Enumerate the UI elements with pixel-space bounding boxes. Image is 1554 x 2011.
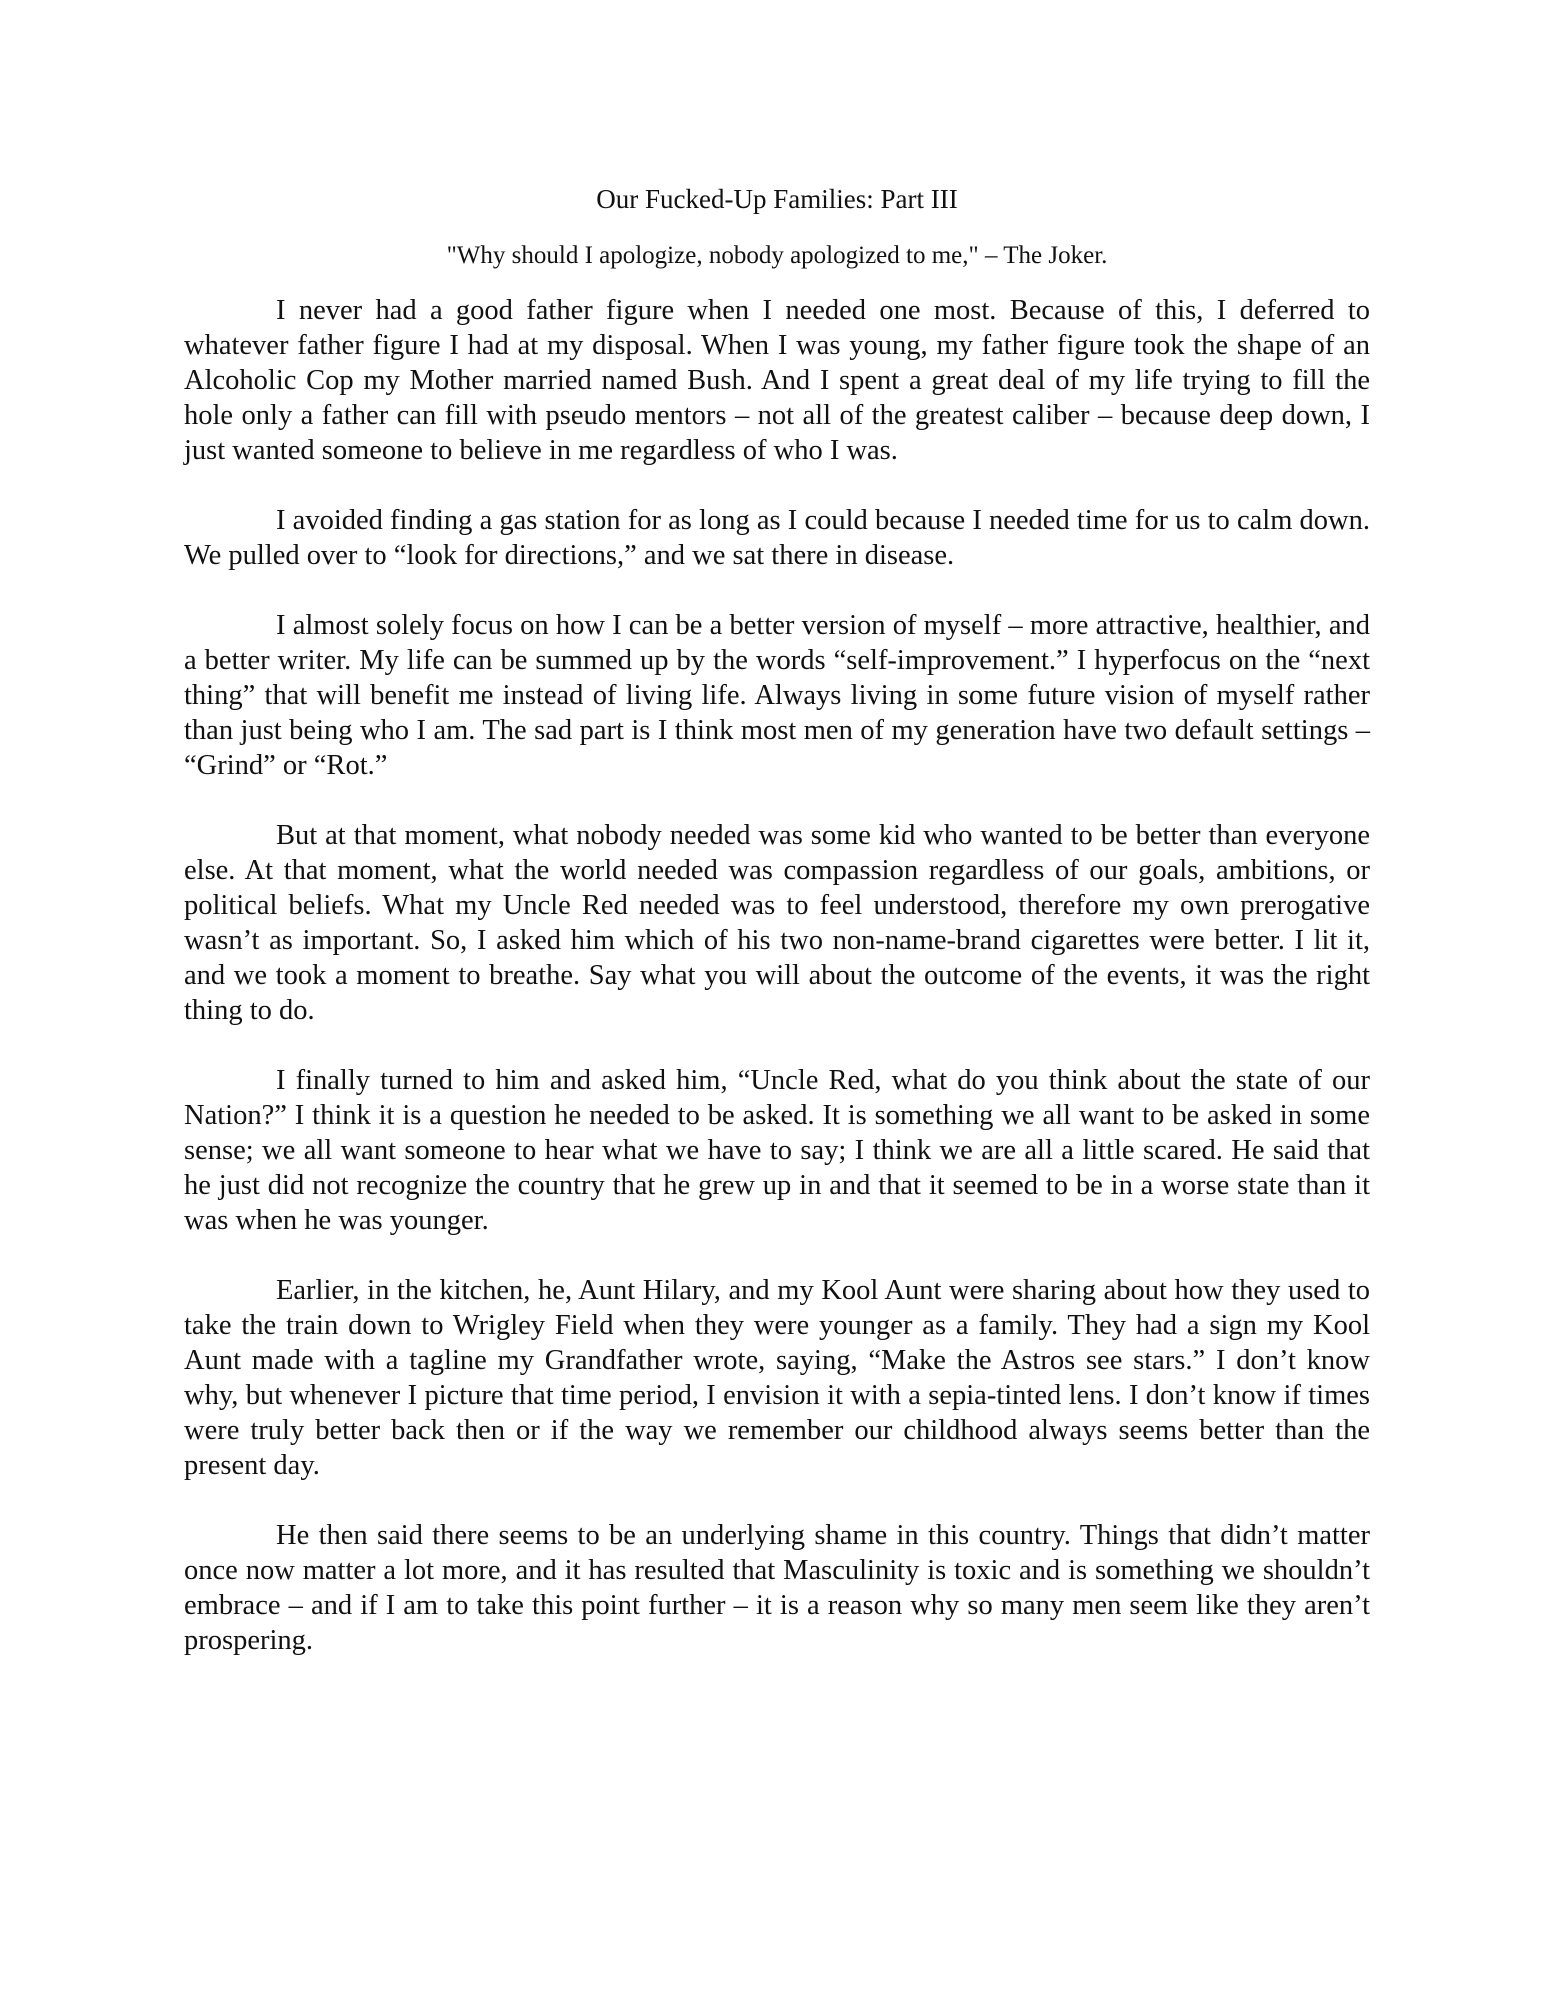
body-paragraph-7: He then said there seems to be an underlying shame in this country. Things that didn’t matter once now matter a lot more, and it has resulted that Masculinity is toxic and is something we shouldn’t embrace – and if I am to take this point further – it is a reason why so many men seem like they aren’t prospering. <box>184 1520 1370 1656</box>
body-paragraph-6: Earlier, in the kitchen, he, Aunt Hilary, and my Kool Aunt were sharing about how they used to take the train down to Wrigley Field when they were younger as a family. They had a sign my Kool Aunt made with a tagline my Grandfather wrote, saying, “Make the Astros see stars.” I don’t know why, but whenever I picture that time period, I envision it with a sepia-tinted lens. I don’t know if times were truly better back then or if the way we remember our childhood always seems better than the present day. <box>184 1275 1370 1481</box>
document-page <box>184 181 1370 1693</box>
body-paragraph-3: I almost solely focus on how I can be a better version of myself – more attractive, healthier, and a better writer. My life can be summed up by the words “self-improvement.” I hyperfocus on the “next thing” that will benefit me instead of living life. Always living in some future vision of myself rather than just being who I am. The sad part is I think most men of my generation have two default settings – “Grind” or “Rot.” <box>184 610 1370 781</box>
body-paragraph-1: I never had a good father figure when I needed one most. Because of this, I deferred to whatever father figure I had at my disposal. When I was young, my father figure took the shape of an Alcoholic Cop my Mother married named Bush. And I spent a great deal of my life trying to fill the hole only a father can fill with pseudo mentors – not all of the greatest caliber – because deep down, I just wanted someone to believe in me regardless of who I was. <box>184 295 1370 466</box>
body-paragraph-5: I finally turned to him and asked him, “Uncle Red, what do you think about the state of our Nation?” I think it is a question he needed to be asked. It is something we all want to be asked in some sense; we all want someone to hear what we have to say; I think we are all a little scared. He said that he just did not recognize the country that he grew up in and that it seemed to be in a worse state than it was when he was younger. <box>184 1065 1370 1236</box>
body-paragraph-4: But at that moment, what nobody needed was some kid who wanted to be better than everyone else. At that moment, what the world needed was compassion regardless of our goals, ambitions, or political beliefs. What my Uncle Red needed was to feel understood, therefore my own prerogative wasn’t as important. So, I asked him which of his two non-name-brand cigarettes were better. I lit it, and we took a moment to breathe. Say what you will about the outcome of the events, it was the right thing to do. <box>184 820 1370 1026</box>
epigraph-quote: "Why should I apologize, nobody apologized to me," – The Joker. <box>446 242 1108 269</box>
document-title: Our Fucked-Up Families: Part III <box>596 184 958 214</box>
body-paragraph-2: I avoided finding a gas station for as long as I could because I needed time for us to calm down. We pulled over to “look for directions,” and we sat there in disease. <box>184 505 1370 571</box>
